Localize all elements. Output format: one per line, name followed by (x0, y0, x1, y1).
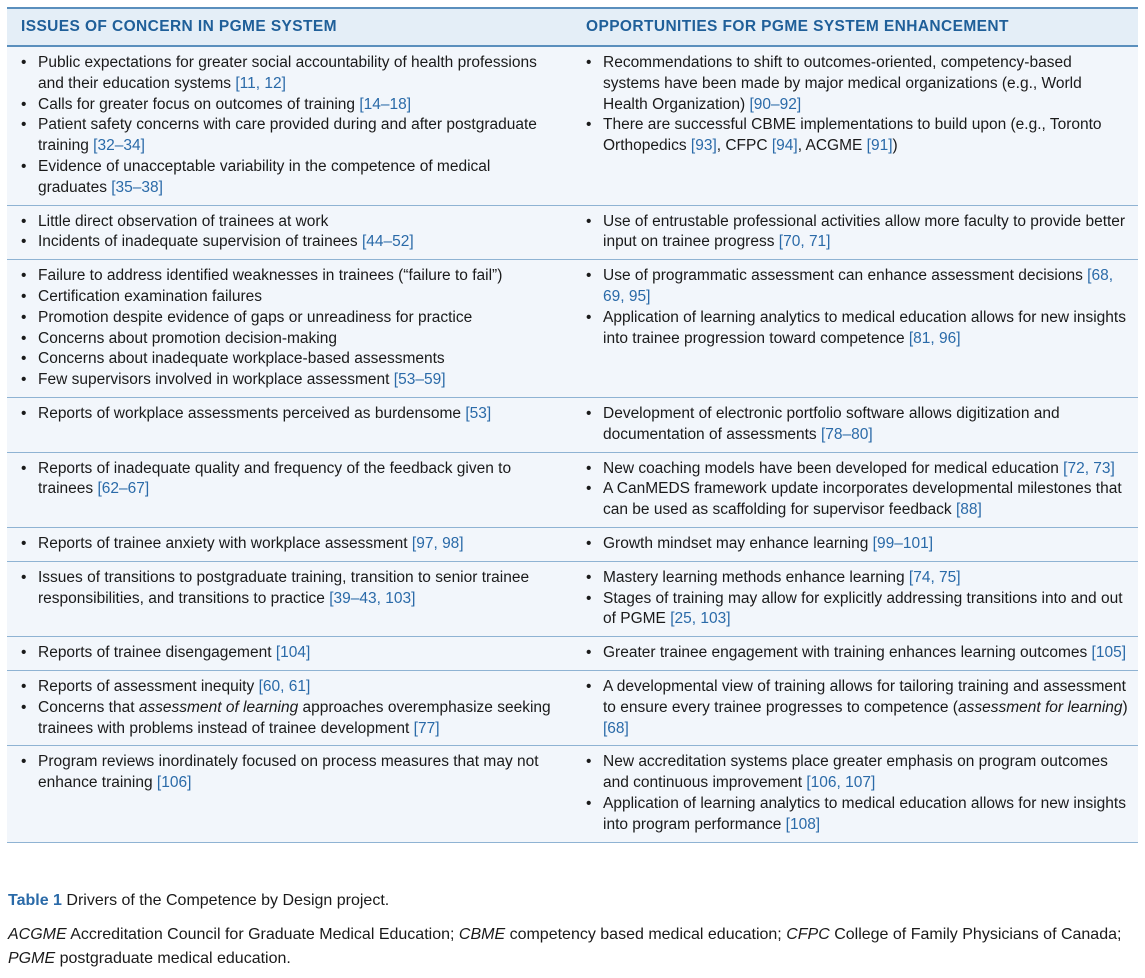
issues-column-header: ISSUES OF CONCERN IN PGME SYSTEM (21, 18, 337, 35)
citation-ref: [106, 107] (806, 774, 876, 792)
item-text: New accreditation systems place greater emphasis on program outcomes and continuous improvement (603, 753, 1108, 792)
citation-ref: [108] (785, 815, 821, 833)
issues-list (20, 534, 561, 555)
table-row (7, 671, 1138, 746)
table-row (7, 562, 1138, 637)
footnote-abbr: CFPC (786, 926, 830, 943)
opportunities-list (585, 459, 1130, 521)
citation-ref: [106] (156, 774, 192, 792)
item-text: Patient safety concerns with care provided during and after postgraduate training (38, 116, 537, 155)
citation-ref: [14–18] (359, 95, 412, 113)
table-caption (8, 890, 1133, 912)
citation-ref: [72, 73] (1063, 459, 1115, 477)
caption-label: Table 1 (8, 892, 62, 909)
item-text: , CFPC (716, 137, 772, 155)
item-text: Greater trainee engagement with training enhances learning outcomes (603, 644, 1092, 662)
footnote-def: competency based medical education; (505, 926, 787, 943)
issues-list (20, 459, 561, 501)
citation-ref: [74, 75] (908, 568, 961, 586)
list-item (585, 266, 1130, 308)
item-text: Concerns that (38, 698, 139, 716)
list-item (20, 698, 561, 740)
issues-cell (7, 562, 571, 636)
list-item (20, 266, 561, 287)
table-header (7, 9, 1138, 47)
list-item (20, 287, 561, 308)
list-item (585, 643, 1130, 664)
item-text: Mastery learning methods enhance learning (603, 568, 909, 586)
issues-cell (7, 260, 571, 397)
table-body (7, 47, 1138, 843)
item-text: Reports of workplace assessments perceived as burdensome (38, 404, 466, 422)
citation-ref: [70, 71] (778, 233, 831, 251)
opportunities-cell (571, 398, 1138, 452)
item-text: New coaching models have been developed for medical education (603, 459, 1064, 477)
table-row (7, 398, 1138, 453)
issues-list (20, 752, 561, 794)
citation-ref: [81, 96] (908, 329, 961, 347)
citation-ref: [35–38] (111, 178, 163, 196)
item-text: Growth mindset may enhance learning (603, 534, 873, 552)
table-row (7, 206, 1138, 261)
item-text: Use of entrustable professional activities allow more faculty to provide better input on trainee progress (603, 212, 1126, 251)
list-item (585, 212, 1130, 254)
footnote-def: College of Family Physicians of Canada; (829, 926, 1122, 943)
item-text: A developmental view of training allows for tailoring training and assessment to ensure every trainee progresses to competence ( (603, 677, 1126, 716)
item-italic-term: assessment of learning (138, 698, 299, 716)
item-text: A CanMEDS framework update incorporates developmental milestones that can be used as scaffolding for supervisor feedback (603, 480, 1122, 519)
list-item (585, 459, 1130, 480)
opportunities-list (585, 568, 1130, 630)
list-item (585, 308, 1130, 350)
opportunities-list (585, 266, 1130, 349)
opportunities-cell (571, 260, 1138, 397)
issues-cell (7, 206, 571, 260)
citation-ref: [97, 98] (411, 534, 464, 552)
table-row (7, 453, 1138, 528)
list-item (20, 95, 561, 116)
abbreviations-footnote (8, 923, 1133, 971)
list-item (585, 794, 1130, 836)
list-item (20, 157, 561, 199)
item-text: Development of electronic portfolio software allows digitization and documentation of assessments (603, 404, 1060, 443)
item-text: Little direct observation of trainees at work (38, 212, 329, 230)
opportunities-cell (571, 746, 1138, 841)
item-text: Program reviews inordinately focused on process measures that may not enhance training (38, 753, 539, 792)
issues-cell (7, 453, 571, 527)
item-text: Concerns about inadequate workplace-based assessments (38, 350, 445, 368)
item-text: ) (1122, 698, 1128, 716)
list-item (585, 752, 1130, 794)
footnote-def: Accreditation Council for Graduate Medical Education; (66, 926, 459, 943)
issues-list (20, 266, 561, 391)
citation-ref: [53–59] (393, 371, 446, 389)
item-text: Reports of assessment inequity (38, 677, 259, 695)
list-item (585, 568, 1130, 589)
opportunities-list (585, 404, 1130, 446)
footnote-abbr: ACGME (8, 926, 67, 943)
issues-list (20, 677, 561, 739)
opportunities-list (585, 534, 1130, 555)
list-item (20, 568, 561, 610)
opportunities-list (585, 53, 1130, 157)
issues-list (20, 404, 561, 425)
item-text: Concerns about promotion decision-making (38, 329, 337, 347)
citation-ref: [68, 69, 95] (603, 267, 1114, 305)
list-item (20, 349, 561, 370)
citation-ref: [93] (690, 137, 717, 155)
footnote-abbr: CBME (458, 926, 506, 943)
citation-ref: [77] (413, 719, 440, 737)
item-text: Incidents of inadequate supervision of trainees (38, 233, 362, 251)
opportunities-cell (571, 206, 1138, 260)
item-text: , ACGME (797, 137, 867, 155)
list-item (20, 212, 561, 233)
list-item (585, 589, 1130, 631)
opportunities-cell (571, 47, 1138, 205)
opportunities-cell (571, 528, 1138, 561)
list-item (20, 459, 561, 501)
citation-ref: [105] (1091, 644, 1127, 662)
list-item (20, 232, 561, 253)
list-item (585, 404, 1130, 446)
item-text: Certification examination failures (38, 287, 262, 305)
footnote-def: postgraduate medical education. (55, 950, 291, 967)
table-row (7, 47, 1138, 206)
citation-ref: [88] (955, 501, 982, 519)
opportunities-list (585, 677, 1130, 739)
citation-ref: [32–34] (93, 137, 145, 155)
caption-text: Drivers of the Competence by Design project. (61, 892, 390, 909)
list-item (20, 370, 561, 391)
citation-ref: [90–92] (749, 95, 802, 113)
list-item (20, 404, 561, 425)
opportunities-list (585, 643, 1130, 664)
list-item (585, 479, 1130, 521)
item-text: Reports of inadequate quality and frequency of the feedback given to trainees (38, 459, 512, 498)
item-text: Calls for greater focus on outcomes of training (38, 95, 360, 113)
item-text: Recommendations to shift to outcomes-oriented, competency-based systems have been made by major medical organizations (e.g., World Health Organization) (603, 54, 1082, 113)
list-item (20, 329, 561, 350)
issues-list (20, 568, 561, 610)
table-row (7, 260, 1138, 398)
issues-cell (7, 746, 571, 841)
issues-cell (7, 398, 571, 452)
item-text: Evidence of unacceptable variability in the competence of medical graduates (38, 157, 491, 196)
item-text: Failure to address identified weaknesses in trainees (“failure to fail”) (38, 267, 503, 285)
item-text: Reports of trainee anxiety with workplace assessment (38, 534, 412, 552)
opportunities-cell (571, 562, 1138, 636)
item-text: approaches overemphasize seeking trainees with problems instead of trainee development (38, 698, 551, 737)
issues-cell (7, 637, 571, 670)
item-text: Use of programmatic assessment can enhance assessment decisions (603, 267, 1088, 285)
list-item (20, 752, 561, 794)
item-text: Promotion despite evidence of gaps or unreadiness for practice (38, 308, 473, 326)
table-row (7, 637, 1138, 671)
list-item (585, 677, 1130, 739)
issues-list (20, 212, 561, 254)
issues-cell (7, 671, 571, 745)
opportunities-cell (571, 453, 1138, 527)
citation-ref: [39–43, 103] (329, 589, 416, 607)
item-text: Few supervisors involved in workplace assessment (38, 371, 394, 389)
citation-ref: [44–52] (362, 233, 414, 251)
citation-ref: [78–80] (820, 425, 873, 443)
issues-list (20, 53, 561, 199)
citation-ref: [11, 12] (235, 74, 286, 92)
list-item (20, 534, 561, 555)
item-text: Stages of training may allow for explicitly addressing transitions into and out of PGME (603, 589, 1123, 628)
list-item (20, 677, 561, 698)
citation-ref: [62–67] (97, 480, 150, 498)
list-item (585, 115, 1130, 157)
drivers-table (7, 7, 1138, 843)
list-item (585, 534, 1130, 555)
list-item (20, 53, 561, 95)
footnote-abbr: PGME (8, 950, 56, 967)
item-text: Application of learning analytics to medical education allows for new insights into program performance (603, 794, 1126, 833)
table-row (7, 528, 1138, 562)
issues-list (20, 643, 561, 664)
list-item (20, 115, 561, 157)
opportunities-list (585, 212, 1130, 254)
citation-ref: [94] (771, 137, 798, 155)
item-text: Application of learning analytics to medical education allows for new insights into trainee progression toward competence (603, 308, 1126, 347)
citation-ref: [60, 61] (258, 677, 311, 695)
citation-ref: [68] (603, 719, 629, 737)
item-text: ) (892, 137, 898, 155)
item-text: Issues of transitions to postgraduate training, transition to senior trainee responsibilities, and transitions to practice (38, 568, 530, 607)
table-row (7, 746, 1138, 842)
list-item (585, 53, 1130, 115)
opportunities-cell (571, 671, 1138, 745)
item-text: Public expectations for greater social accountability of health professions and their education systems (38, 54, 537, 92)
list-item (20, 643, 561, 664)
citation-ref: [99–101] (872, 534, 934, 552)
issues-cell (7, 47, 571, 205)
item-text: Reports of trainee disengagement (38, 644, 276, 662)
item-italic-term: assessment for learning (957, 698, 1123, 716)
item-text: There are successful CBME implementations to build upon (e.g., Toronto Orthopedics (603, 116, 1102, 155)
citation-ref: [104] (275, 644, 311, 662)
opportunities-cell (571, 637, 1138, 670)
citation-ref: [25, 103] (670, 610, 731, 628)
list-item (20, 308, 561, 329)
citation-ref: [91] (866, 137, 893, 155)
opportunities-column-header: OPPORTUNITIES FOR PGME SYSTEM ENHANCEMENT (586, 18, 1009, 35)
citation-ref: [53] (465, 404, 492, 422)
issues-cell (7, 528, 571, 561)
opportunities-list (585, 752, 1130, 835)
